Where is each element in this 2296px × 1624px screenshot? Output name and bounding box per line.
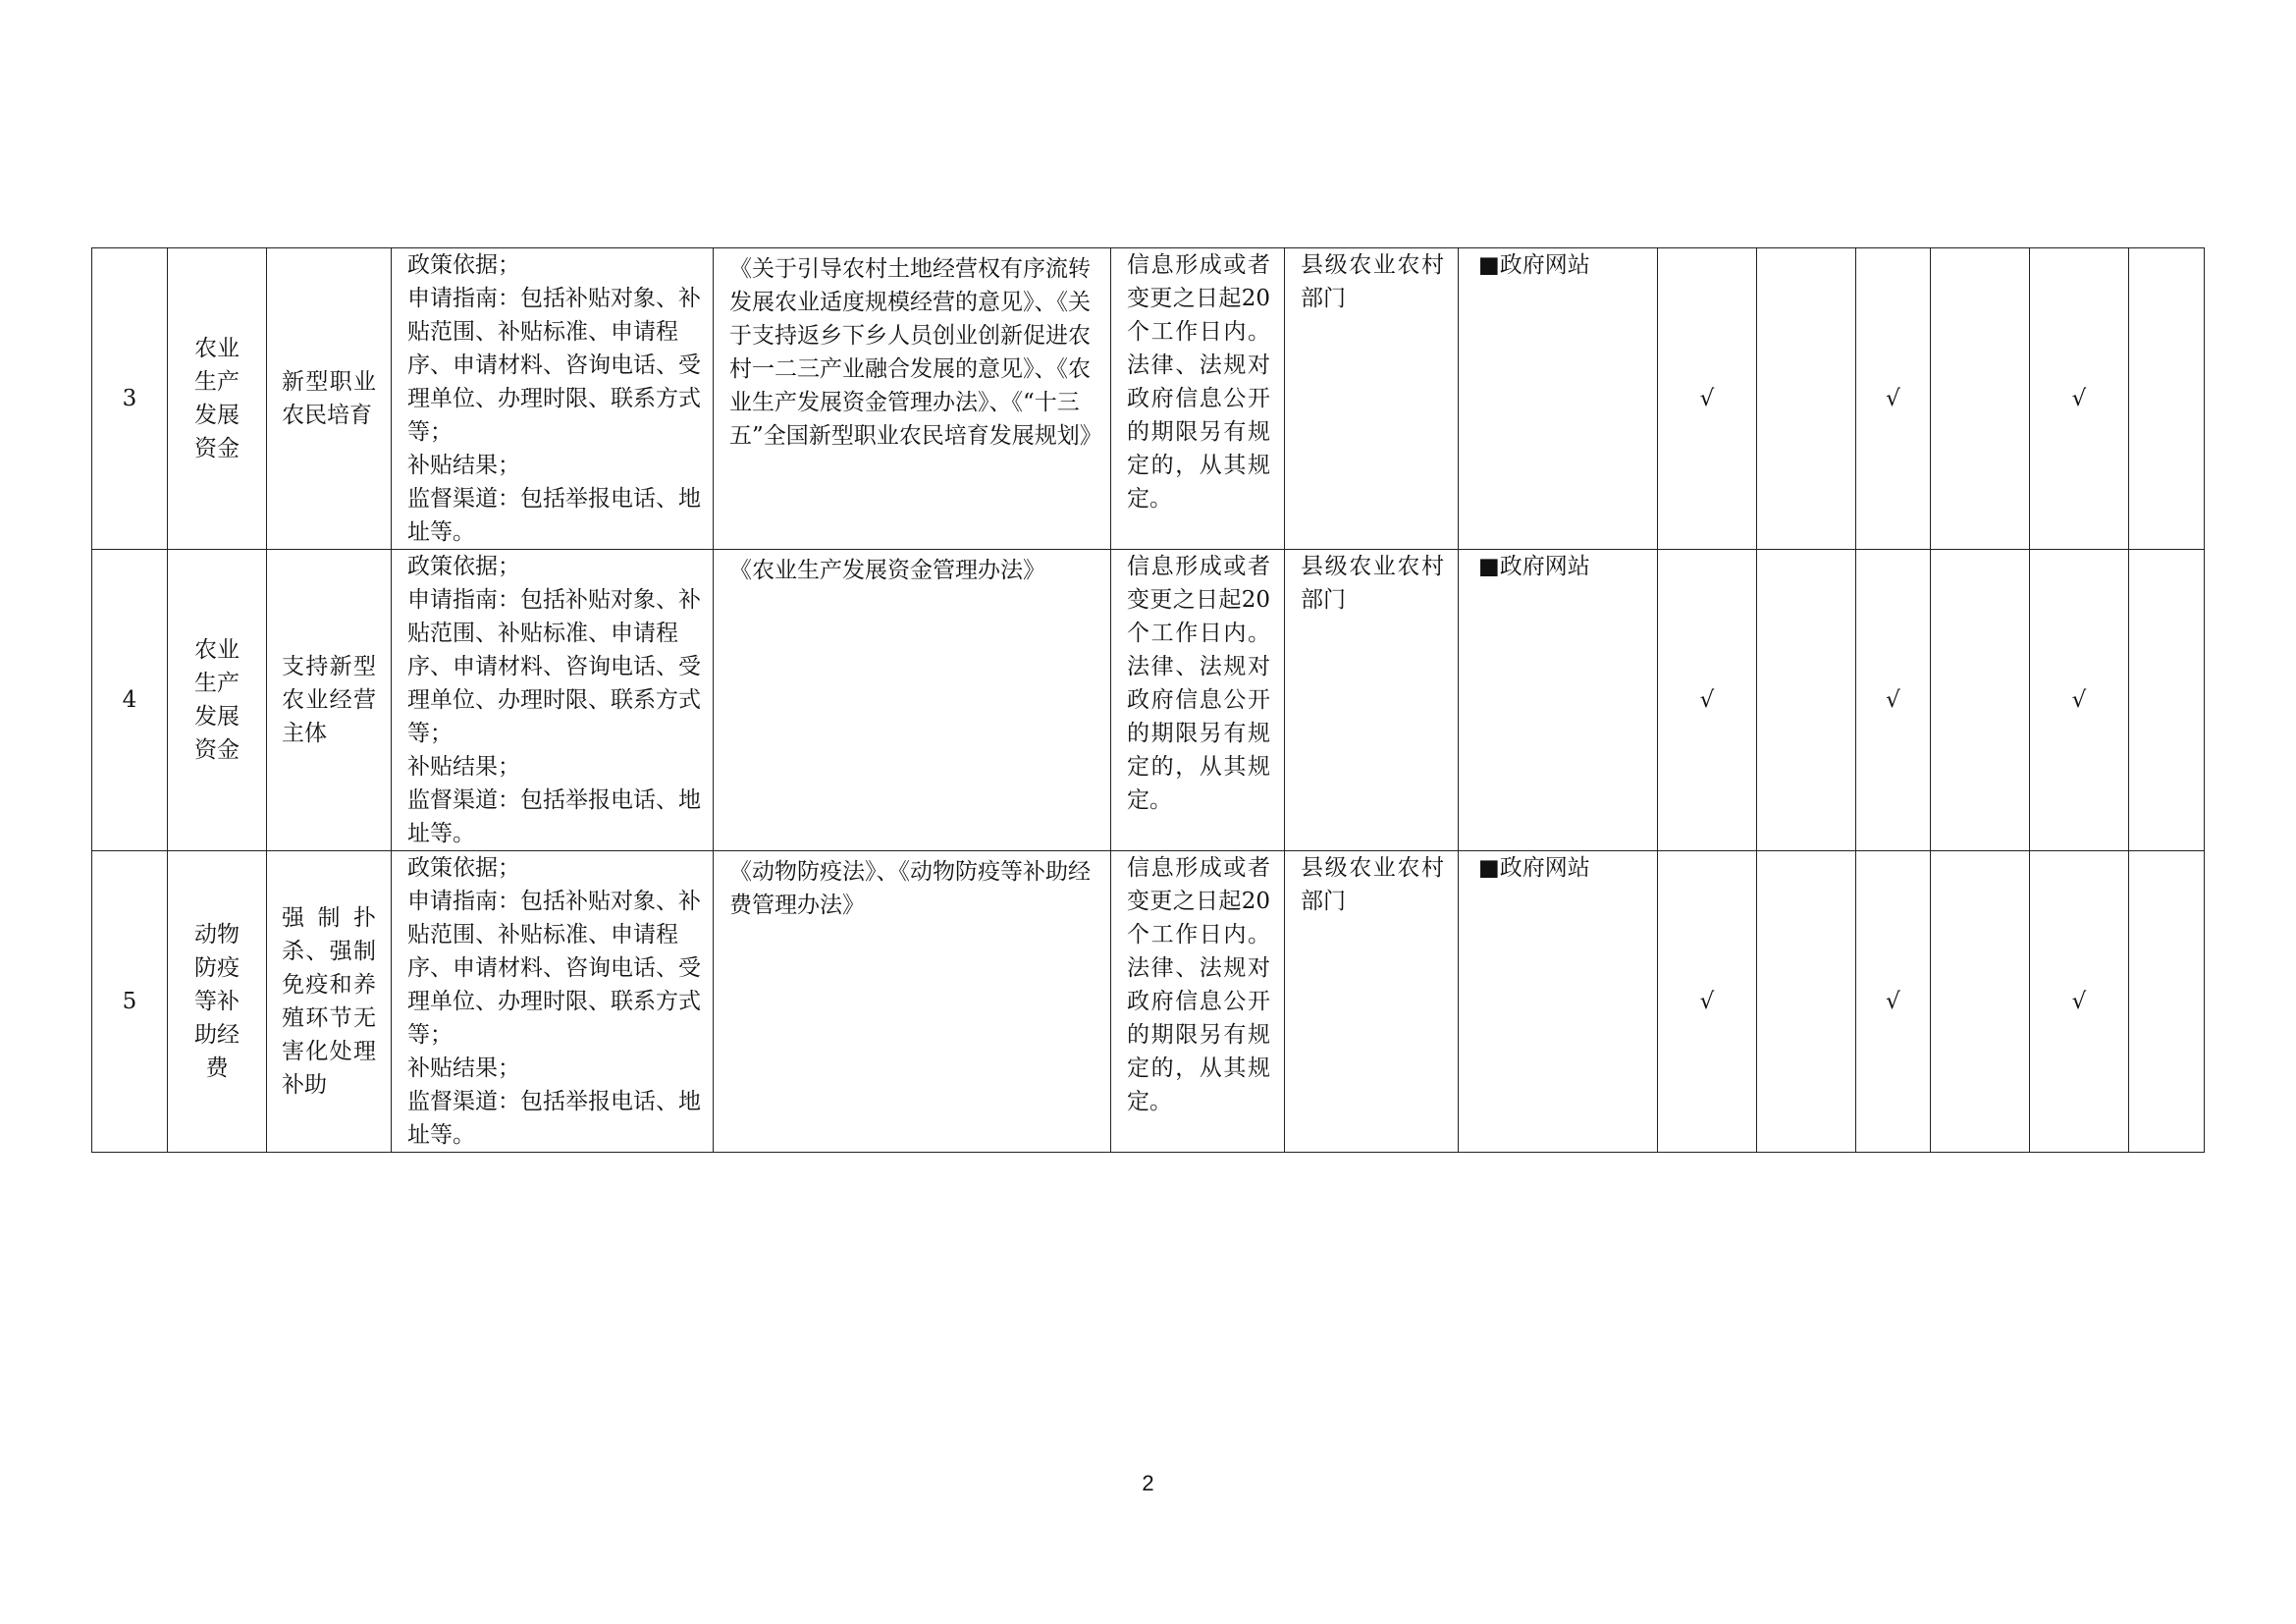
channel-cell (1459, 248, 1658, 550)
table-row (92, 248, 2205, 550)
channel-cell (1459, 851, 1658, 1153)
check-cell-1: √ (1658, 851, 1757, 1153)
row-number: 3 (92, 248, 168, 550)
item-cell (267, 248, 392, 550)
basis-text: 《关于引导农村土地经营权有序流转发展农业适度规模经营的意见》、《关于支持返乡下乡人员创业创新促进农村一二三产业融合发展的意见》、《农业生产发展资金管理办法》、《“十三五”全国新型职业农民培育发展规划》 (729, 256, 1102, 449)
content-cell (392, 851, 714, 1153)
basis-cell (714, 550, 1111, 851)
check-cell-3: √ (2030, 550, 2129, 851)
channel-text: ■政府网站 (1478, 855, 1590, 881)
category-cell (168, 248, 267, 550)
channel-cell (1459, 550, 1658, 851)
content-text: 政策依据； 申请指南：包括补贴对象、补贴范围、补贴标准、申请程序、申请材料、咨询电话、受理单位、办理时限、联系方式等； 补贴结果； 监督渠道：包括举报电话、地址等。 (407, 855, 701, 1148)
subject-text: 县级农业农村部门 (1301, 252, 1444, 311)
basis-text: 《农业生产发展资金管理办法》 (729, 558, 1045, 583)
check-cell-1: √ (1658, 248, 1757, 550)
empty-cell (1931, 550, 2030, 851)
table-row (92, 550, 2205, 851)
empty-cell (2129, 851, 2205, 1153)
basis-cell (714, 248, 1111, 550)
item-cell (267, 851, 392, 1153)
time-limit-text: 信息形成或者变更之日起20个工作日内。法律、法规对政府信息公开的期限另有规定的，从其规定。 (1127, 252, 1270, 512)
item-cell (267, 550, 392, 851)
empty-cell (1931, 248, 2030, 550)
content-text: 政策依据； 申请指南：包括补贴对象、补贴范围、补贴标准、申请程序、申请材料、咨询电话、受理单位、办理时限、联系方式等； 补贴结果； 监督渠道：包括举报电话、地址等。 (407, 554, 701, 846)
check-cell-3: √ (2030, 248, 2129, 550)
subject-cell (1285, 851, 1459, 1153)
basis-text: 《动物防疫法》、《动物防疫等补助经费管理办法》 (729, 859, 1091, 918)
content-cell (392, 550, 714, 851)
item-text: 强制扑杀、强制免疫和养殖环节无害化处理补助 (282, 905, 376, 1098)
content-text: 政策依据； 申请指南：包括补贴对象、补贴范围、补贴标准、申请程序、申请材料、咨询电话、受理单位、办理时限、联系方式等； 补贴结果； 监督渠道：包括举报电话、地址等。 (407, 252, 701, 545)
check-cell-2: √ (1856, 851, 1931, 1153)
subject-cell (1285, 248, 1459, 550)
time-limit-cell (1111, 248, 1285, 550)
check-cell-2: √ (1856, 248, 1931, 550)
disclosure-table (91, 247, 2205, 1153)
check-cell-2: √ (1856, 550, 1931, 851)
channel-text: ■政府网站 (1478, 554, 1590, 579)
item-text: 支持新型农业经营主体 (282, 654, 376, 746)
subject-text: 县级农业农村部门 (1301, 554, 1444, 613)
category-cell (168, 851, 267, 1153)
category-text: 农业生产发展资金 (194, 637, 240, 763)
content-cell (392, 248, 714, 550)
basis-cell (714, 851, 1111, 1153)
time-limit-cell (1111, 851, 1285, 1153)
subject-cell (1285, 550, 1459, 851)
empty-cell (1757, 248, 1856, 550)
category-text: 动物防疫等补助经费 (194, 922, 240, 1081)
time-limit-cell (1111, 550, 1285, 851)
category-cell (168, 550, 267, 851)
empty-cell (2129, 550, 2205, 851)
empty-cell (1757, 851, 1856, 1153)
check-cell-3: √ (2030, 851, 2129, 1153)
time-limit-text: 信息形成或者变更之日起20个工作日内。法律、法规对政府信息公开的期限另有规定的，从其规定。 (1127, 554, 1270, 813)
category-text: 农业生产发展资金 (194, 336, 240, 461)
check-cell-1: √ (1658, 550, 1757, 851)
empty-cell (1931, 851, 2030, 1153)
empty-cell (1757, 550, 1856, 851)
empty-cell (2129, 248, 2205, 550)
subject-text: 县级农业农村部门 (1301, 855, 1444, 914)
item-text: 新型职业农民培育 (282, 369, 376, 428)
channel-text: ■政府网站 (1478, 252, 1590, 278)
table-row (92, 851, 2205, 1153)
row-number: 4 (92, 550, 168, 851)
page-number: 2 (1142, 1471, 1154, 1495)
time-limit-text: 信息形成或者变更之日起20个工作日内。法律、法规对政府信息公开的期限另有规定的，从其规定。 (1127, 855, 1270, 1114)
row-number: 5 (92, 851, 168, 1153)
